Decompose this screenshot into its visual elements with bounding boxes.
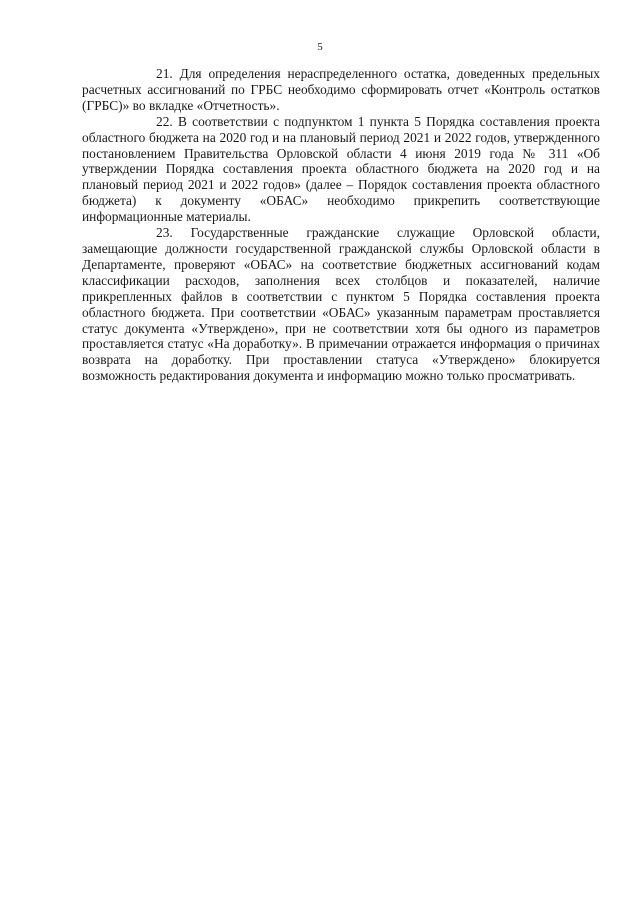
paragraph-22: [82, 114, 600, 225]
paragraph-text: Государственные гражданские служащие Орловской области, замещающие должности государственной гражданской службы Орловской области в Департаменте, проверяют «ОБАС» на соответствие бюджетных ассигнований кодам классификации расходов, заполнения всех столбцов и показателей, наличие прикрепленных файлов в соответствии с пунктом 5 Порядка составления проекта областного бюджета. При соответствии «ОБАС» указанным параметрам проставляется статус документа «Утверждено», при не соответствии хотя бы одного из параметров проставляется статус «На доработку». В примечании отражается информация о причинах возврата на доработку. При проставлении статуса «Утверждено» блокируется возможность редактирования документа и информацию можно только просматривать.: [82, 225, 601, 384]
paragraph-21: [82, 66, 600, 114]
paragraph-number: 22.: [156, 113, 173, 129]
paragraph-23: [82, 225, 600, 384]
paragraph-text: Для определения нераспределенного остатка, доведенных предельных расчетных ассигнований по ГРБС необходимо сформировать отчет «Контроль остатков (ГРБС)» во вкладке «Отчетность».: [82, 66, 600, 113]
paragraph-text: В соответствии с подпунктом 1 пункта 5 Порядка составления проекта областного бюджета на 2020 год и на плановый период 2021 и 2022 годов, утвержденного постановлением Правительства Орловской области 4 июня 2019 года № 311 «Об утверждении Порядка составления проекта областного бюджета на 2020 год и на плановый период 2021 и 2022 годов» (далее – Порядок составления проекта областного бюджета) к документу «ОБАС» необходимо прикрепить соответствующие информационные материалы.: [82, 113, 600, 225]
paragraph-number: 23.: [156, 225, 173, 241]
document-body: [82, 66, 600, 384]
paragraph-number: 21.: [156, 66, 173, 81]
page-number: 5: [317, 41, 323, 53]
